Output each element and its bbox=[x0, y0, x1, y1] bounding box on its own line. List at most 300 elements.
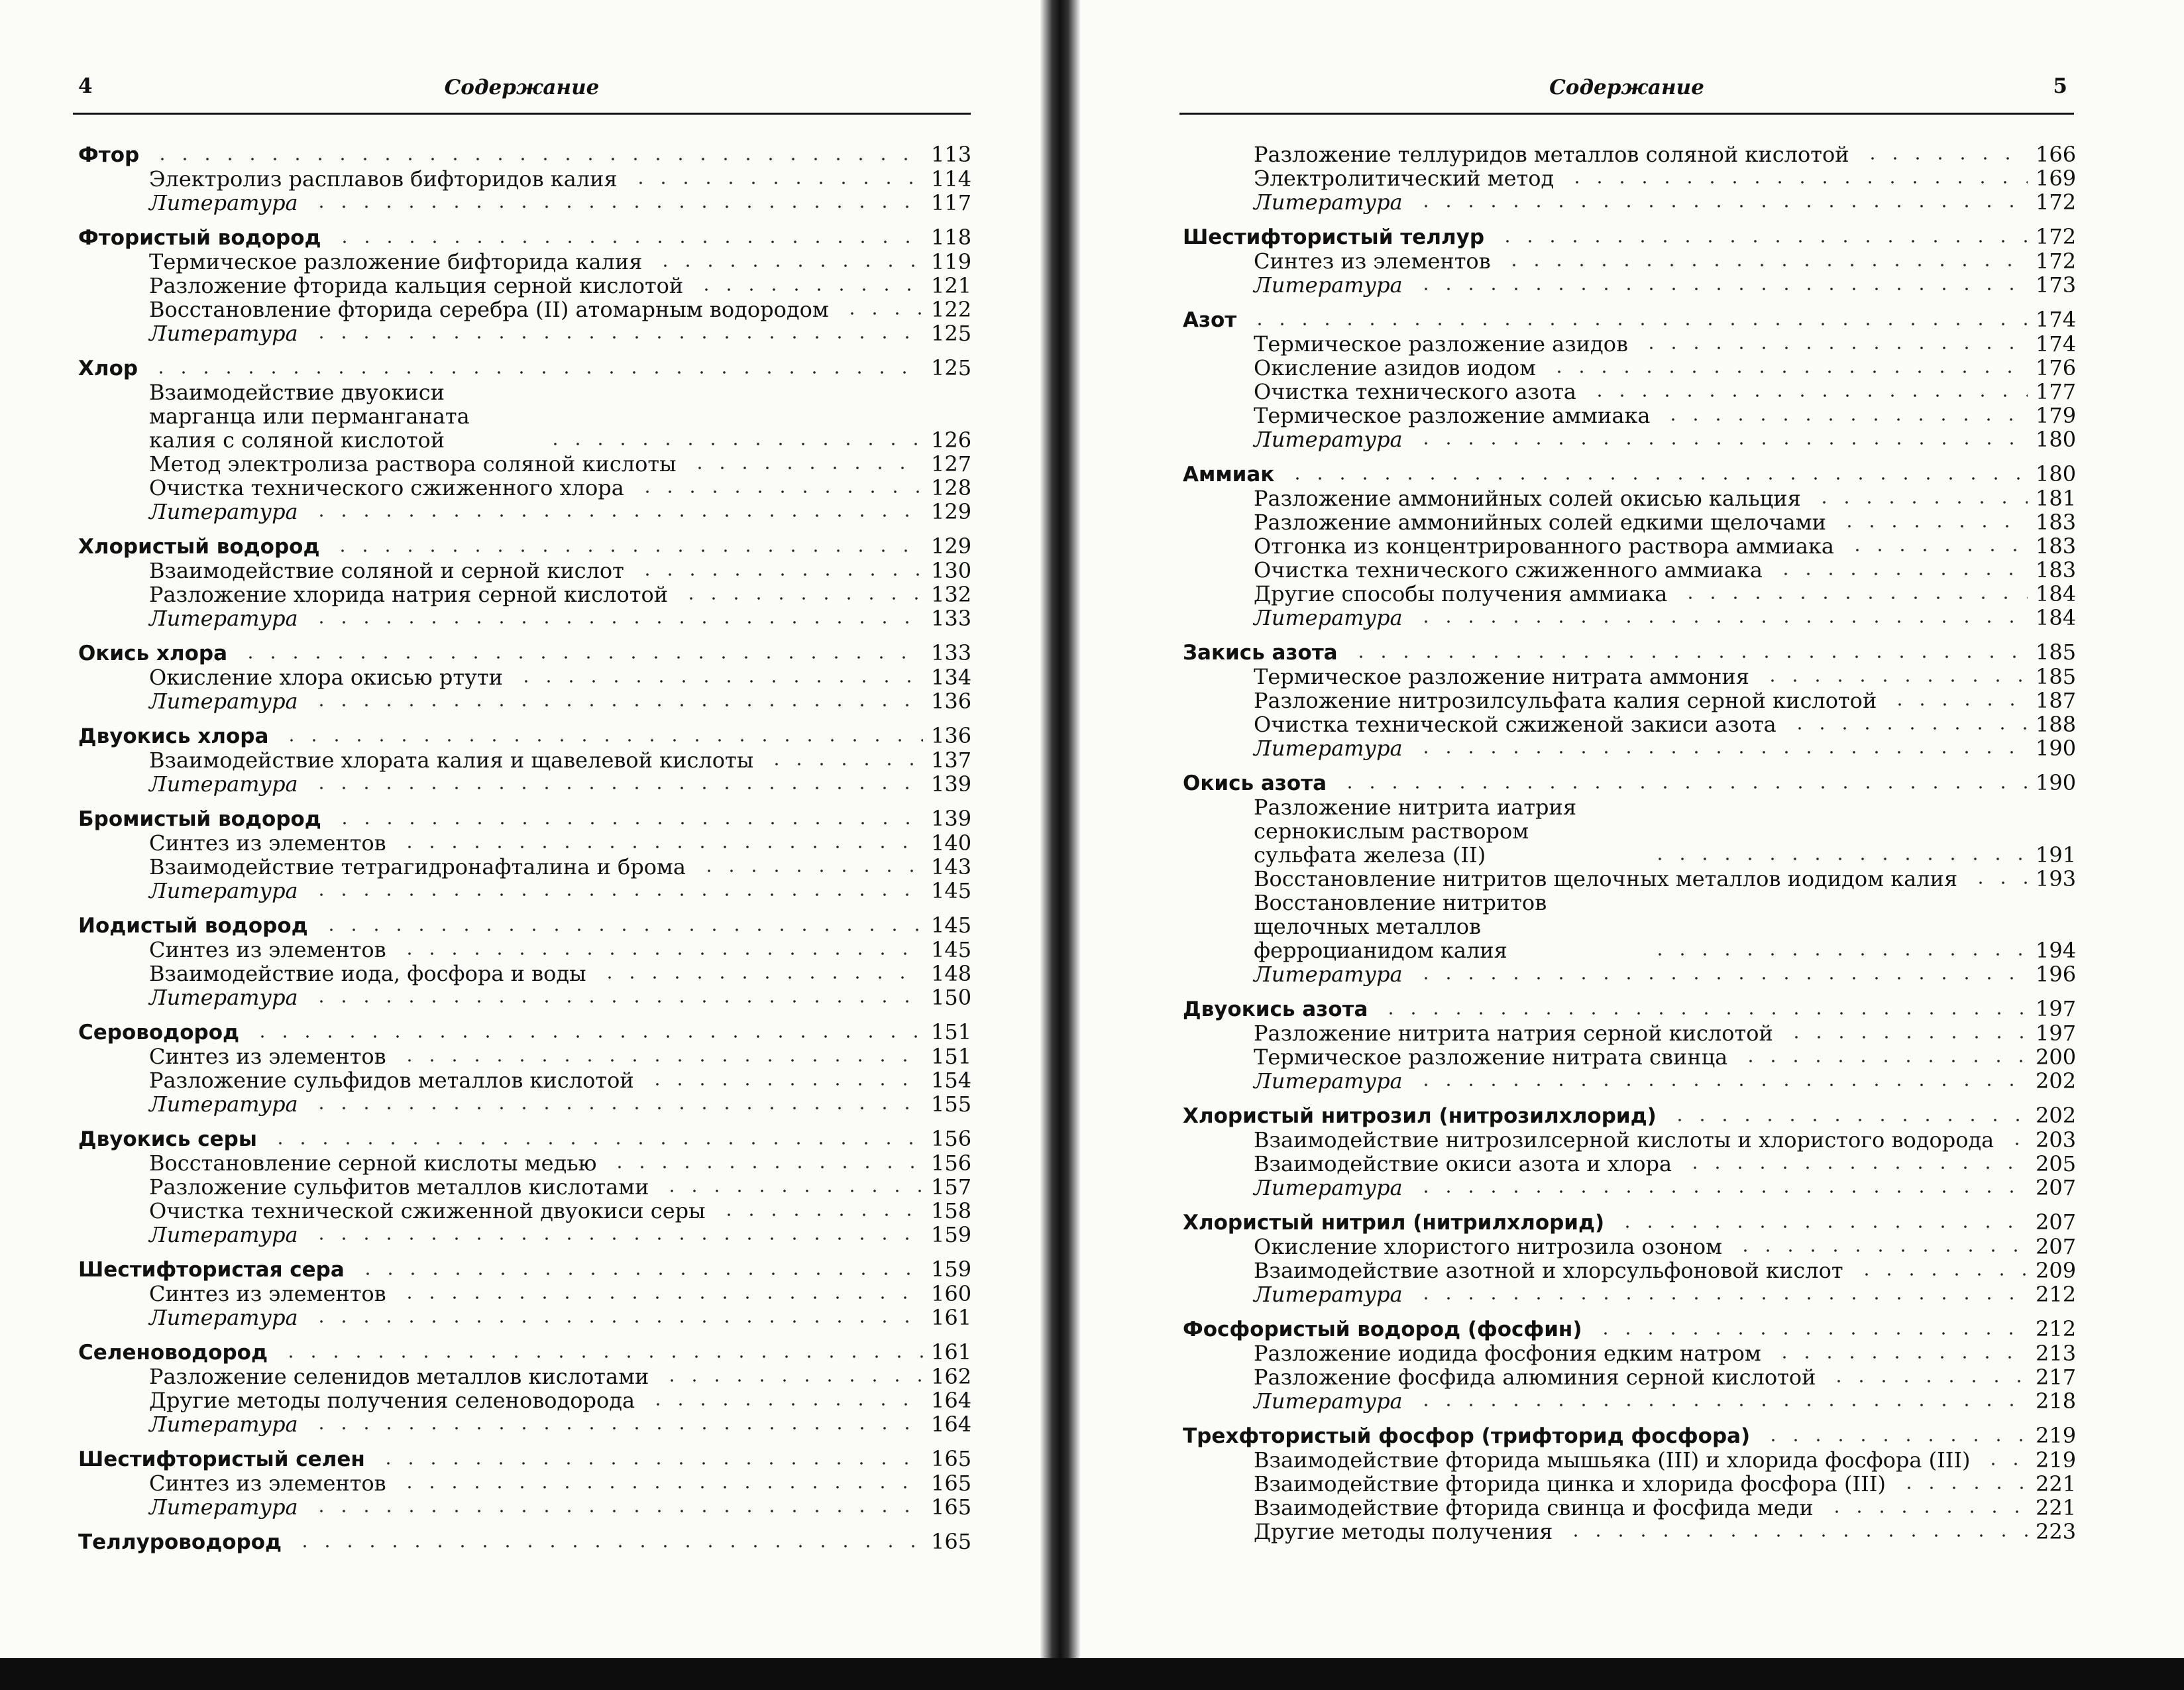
toc-section-heading-title: Селеноводород bbox=[78, 1341, 268, 1365]
dot-leader bbox=[1781, 1035, 2028, 1039]
dot-leader bbox=[1282, 477, 2028, 480]
toc-entry-title: Разложение селенидов металлов кислотами bbox=[149, 1364, 649, 1389]
toc-entry bbox=[78, 273, 972, 298]
toc-entry-page: 137 bbox=[931, 748, 972, 773]
toc-entry-title: Термическое разложение нитрата аммония bbox=[1254, 664, 1749, 689]
toc-literature-entry bbox=[78, 606, 972, 631]
dot-leader bbox=[657, 1379, 923, 1382]
toc-literature-entry-page: 164 bbox=[931, 1412, 972, 1437]
dot-leader bbox=[540, 442, 923, 446]
toc-literature-entry-title: Литература bbox=[1254, 427, 1403, 452]
toc-entry-page: 181 bbox=[2036, 486, 2077, 511]
toc-entry bbox=[1183, 379, 2077, 404]
dot-leader bbox=[1757, 679, 2028, 683]
toc-section bbox=[78, 806, 972, 903]
toc-entry-page: 134 bbox=[931, 665, 972, 690]
dot-leader bbox=[276, 738, 923, 742]
toc-entry bbox=[1183, 1044, 2077, 1070]
toc-literature-entry bbox=[1183, 605, 2077, 630]
toc-section-heading bbox=[1183, 996, 2077, 1021]
toc-entry-title: Взаимодействие азотной и хлорсульфоновой кислот bbox=[1254, 1258, 1843, 1283]
toc-entry-title: Разложение сульфидов металлов кислотой bbox=[149, 1068, 634, 1093]
dot-leader bbox=[373, 1461, 923, 1465]
dot-leader bbox=[1834, 524, 2028, 528]
toc-literature-entry-page: 159 bbox=[931, 1222, 972, 1247]
toc-literature-entry bbox=[78, 1494, 972, 1520]
toc-section-heading bbox=[78, 355, 972, 380]
dot-leader bbox=[1894, 1486, 2028, 1490]
toc-literature-entry bbox=[1183, 190, 2077, 215]
toc-entry-page: 157 bbox=[931, 1174, 972, 1200]
toc-section-heading-title: Хлористый водород bbox=[78, 535, 320, 559]
dot-leader bbox=[1411, 1083, 2028, 1087]
toc-literature-entry-page: 133 bbox=[931, 606, 972, 631]
toc-section-heading-page: 156 bbox=[931, 1126, 972, 1151]
left-page bbox=[0, 0, 1034, 1690]
toc-section-heading-page: 219 bbox=[2036, 1423, 2077, 1448]
toc-entry bbox=[78, 937, 972, 962]
toc-section-heading-title: Азот bbox=[1183, 308, 1237, 332]
toc-literature-entry-page: 155 bbox=[931, 1092, 972, 1117]
toc-entry bbox=[1183, 866, 2077, 891]
toc-entry bbox=[1183, 1234, 2077, 1259]
toc-entry-page: 160 bbox=[931, 1281, 972, 1306]
toc-section-heading-page: 113 bbox=[931, 142, 972, 167]
toc-entry bbox=[1183, 1495, 2077, 1520]
toc-entry-page: 183 bbox=[2036, 510, 2077, 535]
toc-entry-page: 145 bbox=[931, 937, 972, 962]
toc-section-heading-page: 190 bbox=[2036, 770, 2077, 795]
dot-leader bbox=[1978, 1462, 2028, 1466]
toc-literature-entry-title: Литература bbox=[149, 1092, 298, 1117]
toc-section-heading-page: 125 bbox=[931, 355, 972, 380]
dot-leader bbox=[1411, 1403, 2028, 1407]
toc-section-heading-page: 197 bbox=[2036, 996, 2077, 1021]
page-number: 4 bbox=[78, 74, 93, 98]
toc-section-heading-page: 207 bbox=[2036, 1210, 2077, 1235]
scan-edge-band bbox=[0, 1658, 2184, 1690]
toc-section bbox=[78, 225, 972, 346]
dot-leader bbox=[1411, 1190, 2028, 1194]
dot-leader bbox=[1584, 394, 2028, 398]
dot-leader bbox=[394, 1058, 923, 1062]
dot-leader bbox=[676, 596, 923, 600]
toc-entry-title: Метод электролиза раствора соляной кислоты bbox=[149, 451, 677, 477]
toc-entry-title: Взаимодействие двуокиси марганца или перманганата калия с соляной кислотой bbox=[149, 380, 470, 453]
dot-leader bbox=[1658, 418, 2028, 422]
dot-leader bbox=[657, 1189, 923, 1193]
dot-leader bbox=[1411, 287, 2028, 291]
dot-leader bbox=[235, 655, 923, 659]
toc-entry-title: Очистка технического сжиженного аммиака bbox=[1254, 557, 1763, 583]
toc-literature-entry bbox=[78, 1222, 972, 1247]
toc-entry bbox=[1183, 1127, 2077, 1153]
toc-section-heading bbox=[78, 1019, 972, 1044]
book-spine bbox=[1040, 0, 1080, 1690]
toc-section bbox=[78, 1019, 972, 1117]
toc-entry bbox=[78, 1471, 972, 1496]
toc-literature-entry bbox=[78, 1092, 972, 1117]
toc-entry bbox=[1183, 1021, 2077, 1046]
dot-leader bbox=[316, 928, 923, 932]
toc-entry bbox=[1183, 1519, 2077, 1544]
page-header bbox=[1179, 66, 2074, 115]
toc-entry-page: 130 bbox=[931, 558, 972, 583]
toc-entry bbox=[78, 1388, 972, 1413]
toc-entry-page: 140 bbox=[931, 830, 972, 856]
toc-section-heading bbox=[1183, 640, 2077, 665]
toc-section bbox=[1183, 461, 2077, 630]
toc-entry-title: Разложение фосфида алюминия серной кислотой bbox=[1254, 1365, 1816, 1390]
toc-entry bbox=[1183, 890, 2077, 963]
toc-section-heading-page: 165 bbox=[931, 1529, 972, 1554]
toc-section-heading-title: Шестифтористый селен bbox=[78, 1447, 365, 1471]
toc-section-heading-page: 165 bbox=[931, 1446, 972, 1471]
toc-entry bbox=[78, 166, 972, 192]
toc-section-heading-page: 136 bbox=[931, 723, 972, 748]
toc-section bbox=[1183, 142, 2077, 215]
dot-leader bbox=[306, 703, 923, 707]
toc-entry bbox=[1183, 688, 2077, 713]
dot-leader bbox=[1824, 1379, 2028, 1383]
toc-section-heading-page: 133 bbox=[931, 640, 972, 665]
dot-leader bbox=[306, 999, 923, 1003]
toc-section bbox=[78, 534, 972, 631]
toc-section-heading bbox=[78, 640, 972, 665]
toc-entry bbox=[78, 558, 972, 583]
toc-entry-title: Взаимодействие фторида цинка и хлорида фосфора (III) bbox=[1254, 1471, 1886, 1496]
toc-section bbox=[1183, 1210, 2077, 1307]
toc-section-heading-title: Шестифтористый теллур bbox=[1183, 225, 1485, 249]
toc-literature-entry bbox=[1183, 1068, 2077, 1094]
toc-entry-page: 172 bbox=[2036, 249, 2077, 274]
toc-entry bbox=[1183, 581, 2077, 606]
dot-leader bbox=[1492, 239, 2028, 243]
toc-literature-entry-title: Литература bbox=[149, 689, 298, 714]
toc-section bbox=[1183, 640, 2077, 761]
toc-section-heading bbox=[78, 1257, 972, 1282]
toc-entry-page: 143 bbox=[931, 854, 972, 879]
toc-entry-title: Восстановление нитритов щелочных металлов ферроцианидом калия bbox=[1254, 890, 1547, 963]
toc-section-heading-title: Фосфористый водород (фосфин) bbox=[1183, 1318, 1582, 1341]
toc-entry-title: Очистка технической сжиженой закиси азота bbox=[1254, 712, 1776, 737]
dot-leader bbox=[327, 549, 923, 553]
toc-section-heading-title: Двуокись серы bbox=[78, 1127, 257, 1151]
toc-literature-entry-page: 202 bbox=[2036, 1068, 2077, 1094]
toc-section-heading-page: 185 bbox=[2036, 640, 2077, 665]
toc-entry bbox=[78, 665, 972, 690]
toc-literature-entry bbox=[78, 985, 972, 1010]
dot-leader bbox=[2002, 1142, 2028, 1146]
toc-entry bbox=[78, 1151, 972, 1176]
toc-entry-page: 200 bbox=[2036, 1044, 2077, 1070]
toc-entry-title: Разложение аммонийных солей едкими щелочами bbox=[1254, 510, 1826, 535]
dot-leader bbox=[1851, 1272, 2028, 1276]
toc-section-heading-title: Хлористый нитрозил (нитрозилхлорид) bbox=[1183, 1104, 1657, 1128]
toc-entry-title: Термическое разложение аммиака bbox=[1254, 403, 1651, 428]
toc-entry-title: Синтез из элементов bbox=[149, 937, 386, 962]
toc-entry-title: Окисление хлора окисью ртути bbox=[149, 665, 503, 690]
dot-leader bbox=[1499, 263, 2028, 267]
toc-entry bbox=[1183, 331, 2077, 357]
toc-section-heading-title: Двуокись хлора bbox=[78, 724, 269, 748]
dot-leader bbox=[1411, 620, 2028, 624]
dot-leader bbox=[306, 335, 923, 339]
toc-section-heading-page: 174 bbox=[2036, 307, 2077, 332]
toc-entry-title: Разложение сульфитов металлов кислотами bbox=[149, 1174, 649, 1200]
toc-section-heading-page: 159 bbox=[931, 1257, 972, 1282]
toc-literature-entry bbox=[1183, 272, 2077, 298]
toc-literature-entry-title: Литература bbox=[149, 1412, 298, 1437]
dot-leader bbox=[306, 1106, 923, 1110]
toc-entry-page: 184 bbox=[2036, 581, 2077, 606]
toc-literature-entry-title: Литература bbox=[1254, 962, 1403, 987]
toc-entry-page: 219 bbox=[2036, 1447, 2077, 1473]
toc-entry bbox=[1183, 166, 2077, 191]
toc-literature-entry-page: 129 bbox=[931, 499, 972, 524]
toc-literature-entry bbox=[1183, 736, 2077, 761]
toc-entry bbox=[78, 1174, 972, 1200]
dot-leader bbox=[511, 679, 923, 683]
toc-entry-title: Синтез из элементов bbox=[149, 1044, 386, 1069]
toc-literature-entry-page: 196 bbox=[2036, 962, 2077, 987]
dot-leader bbox=[1376, 1011, 2028, 1015]
toc-section-heading-title: Аммиак bbox=[1183, 463, 1275, 486]
toc-literature-entry-page: 172 bbox=[2036, 190, 2077, 215]
toc-entry-title: Разложение теллуридов металлов соляной кислотой bbox=[1254, 142, 1849, 167]
toc-section-heading-page: 139 bbox=[931, 806, 972, 831]
toc-entry bbox=[78, 1198, 972, 1223]
toc-entry-title: Электролитический метод bbox=[1254, 166, 1555, 191]
toc-entry-page: 193 bbox=[2036, 866, 2077, 891]
toc-literature-entry-title: Литература bbox=[1254, 190, 1403, 215]
toc-entry-title: Взаимодействие окиси азота и хлора bbox=[1254, 1151, 1672, 1176]
toc-entry bbox=[78, 451, 972, 477]
toc-section bbox=[78, 355, 972, 524]
toc-entry-page: 205 bbox=[2036, 1151, 2077, 1176]
toc-section-heading-page: 151 bbox=[931, 1019, 972, 1044]
toc-section-heading bbox=[78, 142, 972, 167]
toc-section bbox=[78, 1257, 972, 1330]
toc-entry-page: 169 bbox=[2036, 166, 2077, 191]
toc-entry-page: 221 bbox=[2036, 1471, 2077, 1496]
toc-entry-title: Отгонка из концентрированного раствора аммиака bbox=[1254, 534, 1834, 559]
toc-entry-title: Восстановление фторида серебра (II) атомарным водородом bbox=[149, 297, 829, 322]
toc-section bbox=[1183, 996, 2077, 1094]
toc-literature-entry-page: 136 bbox=[931, 689, 972, 714]
toc-section-heading bbox=[78, 1446, 972, 1471]
dot-leader bbox=[604, 1165, 923, 1169]
dot-leader bbox=[1809, 500, 2028, 504]
toc-literature-entry-title: Литература bbox=[1254, 736, 1403, 761]
toc-entry-page: 128 bbox=[931, 475, 972, 500]
toc-section bbox=[78, 1126, 972, 1247]
toc-literature-entry-page: 190 bbox=[2036, 736, 2077, 761]
toc-entry-title: Взаимодействие соляной и серной кислот bbox=[149, 558, 624, 583]
dot-leader bbox=[394, 1485, 923, 1489]
toc-literature-entry bbox=[78, 190, 972, 215]
toc-entry bbox=[1183, 1151, 2077, 1176]
toc-entry-title: Очистка технической сжиженной двуокиси серы bbox=[149, 1198, 706, 1223]
toc-entry-title: Синтез из элементов bbox=[149, 1471, 386, 1496]
toc-literature-entry-title: Литература bbox=[149, 1494, 298, 1520]
dot-leader bbox=[1411, 204, 2028, 208]
toc-entry-title: Взаимодействие нитрозилсерной кислоты и хлористого водорода bbox=[1254, 1127, 1994, 1153]
dot-leader bbox=[306, 893, 923, 897]
dot-leader bbox=[714, 1213, 923, 1217]
dot-leader bbox=[306, 205, 923, 209]
toc-entry-title: Взаимодействие хлората калия и щавелевой кислоты bbox=[149, 748, 754, 773]
toc-entry-page: 151 bbox=[931, 1044, 972, 1069]
toc-entry-title: Окисление хлористого нитрозила озоном bbox=[1254, 1234, 1722, 1259]
dot-leader bbox=[247, 1035, 923, 1039]
dot-leader bbox=[837, 311, 923, 315]
dot-leader bbox=[394, 1296, 923, 1300]
toc-entry bbox=[1183, 1341, 2077, 1366]
toc-section bbox=[1183, 1103, 2077, 1200]
dot-leader bbox=[146, 370, 923, 374]
toc-entry bbox=[1183, 1258, 2077, 1283]
toc-entry-title: Разложение нитрозилсульфата калия серной кислотой bbox=[1254, 688, 1877, 713]
toc-entry bbox=[1183, 795, 2077, 868]
toc-entry-page: 154 bbox=[931, 1068, 972, 1093]
toc-section-heading-title: Фтористый водород bbox=[78, 226, 321, 250]
toc-section-heading bbox=[78, 225, 972, 250]
toc-literature-entry-title: Литература bbox=[1254, 272, 1403, 298]
dot-leader bbox=[694, 869, 923, 873]
toc-entry bbox=[1183, 1471, 2077, 1496]
toc-section-heading-title: Закись азота bbox=[1183, 641, 1338, 665]
dot-leader bbox=[761, 762, 923, 766]
dot-leader bbox=[1562, 180, 2028, 184]
dot-leader bbox=[632, 490, 923, 494]
page-number: 5 bbox=[2053, 74, 2067, 98]
table-of-contents bbox=[1183, 142, 2077, 1554]
toc-section bbox=[78, 142, 972, 215]
toc-section-heading-title: Хлор bbox=[78, 357, 138, 380]
toc-section-heading bbox=[1183, 307, 2077, 332]
toc-entry bbox=[78, 475, 972, 500]
toc-entry-page: 156 bbox=[931, 1151, 972, 1176]
toc-literature-entry-title: Литература bbox=[149, 606, 298, 631]
dot-leader bbox=[1784, 726, 2028, 730]
toc-entry-title: Синтез из элементов bbox=[149, 830, 386, 856]
dot-leader bbox=[1857, 156, 2028, 160]
toc-entry-title: Взаимодействие тетрагидронафталина и брома bbox=[149, 854, 686, 879]
dot-leader bbox=[1771, 572, 2028, 576]
toc-entry bbox=[1183, 355, 2077, 380]
toc-section-heading bbox=[1183, 461, 2077, 486]
dot-leader bbox=[1346, 655, 2028, 659]
dot-leader bbox=[650, 264, 923, 268]
toc-literature-entry-title: Литература bbox=[149, 321, 298, 346]
dot-leader bbox=[1735, 1059, 2028, 1063]
toc-literature-entry-title: Литература bbox=[1254, 1388, 1403, 1414]
dot-leader bbox=[306, 786, 923, 790]
dot-leader bbox=[1965, 881, 2028, 885]
dot-leader bbox=[1822, 1510, 2028, 1514]
dot-leader bbox=[594, 976, 923, 980]
dot-leader bbox=[306, 1509, 923, 1513]
toc-entry-page: 164 bbox=[931, 1388, 972, 1413]
toc-literature-entry bbox=[78, 771, 972, 797]
toc-section-heading bbox=[78, 806, 972, 831]
toc-entry-title: Синтез из элементов bbox=[149, 1281, 386, 1306]
toc-section bbox=[78, 1529, 972, 1554]
toc-literature-entry-page: 212 bbox=[2036, 1282, 2077, 1307]
toc-literature-entry-title: Литература bbox=[149, 1222, 298, 1247]
toc-section-heading-title: Сероводород bbox=[78, 1021, 240, 1044]
toc-entry-page: 174 bbox=[2036, 331, 2077, 357]
toc-section-heading bbox=[78, 1126, 972, 1151]
dot-leader bbox=[1645, 952, 2028, 956]
toc-entry bbox=[1183, 403, 2077, 428]
toc-literature-entry bbox=[1183, 1388, 2077, 1414]
toc-entry-title: Очистка технического сжиженного хлора bbox=[149, 475, 624, 500]
dot-leader bbox=[1675, 596, 2028, 600]
dot-leader bbox=[1411, 750, 2028, 754]
toc-entry-title: Разложение аммонийных солей окисью кальция bbox=[1254, 486, 1801, 511]
toc-section bbox=[78, 913, 972, 1010]
toc-literature-entry-title: Литература bbox=[1254, 1068, 1403, 1094]
dot-leader bbox=[1645, 857, 2028, 861]
toc-entry bbox=[78, 748, 972, 773]
dot-leader bbox=[1335, 785, 2028, 789]
dot-leader bbox=[306, 1237, 923, 1241]
toc-section-heading-page: 129 bbox=[931, 534, 972, 559]
toc-section-heading-title: Бромистый водород bbox=[78, 807, 321, 831]
table-of-contents bbox=[78, 142, 972, 1565]
toc-entry-page: 221 bbox=[2036, 1495, 2077, 1520]
toc-section-heading bbox=[1183, 1210, 2077, 1235]
toc-section-heading bbox=[78, 723, 972, 748]
toc-entry-title: Очистка технического азота bbox=[1254, 379, 1576, 404]
toc-literature-entry-page: 165 bbox=[931, 1494, 972, 1520]
toc-literature-entry bbox=[78, 878, 972, 903]
dot-leader bbox=[1612, 1225, 2028, 1229]
toc-entry-title: Восстановление нитритов щелочных металлов иодидом калия bbox=[1254, 866, 1958, 891]
toc-entry bbox=[1183, 1447, 2077, 1473]
toc-entry-page: 194 bbox=[2036, 938, 2077, 963]
toc-section-heading bbox=[78, 1339, 972, 1365]
dot-leader bbox=[353, 1272, 923, 1276]
dot-leader bbox=[394, 952, 923, 956]
toc-literature-entry-page: 150 bbox=[931, 985, 972, 1010]
toc-section-heading bbox=[78, 913, 972, 938]
toc-entry bbox=[1183, 486, 2077, 511]
toc-entry-title: Другие методы получения селеноводорода bbox=[149, 1388, 635, 1413]
toc-entry-page: 213 bbox=[2036, 1341, 2077, 1366]
dot-leader bbox=[265, 1141, 923, 1145]
toc-section-heading-title: Трехфтористый фосфор (трифторид фосфора) bbox=[1183, 1424, 1751, 1448]
toc-entry-page: 188 bbox=[2036, 712, 2077, 737]
toc-section-heading-page: 161 bbox=[931, 1339, 972, 1365]
dot-leader bbox=[1244, 322, 2028, 326]
dot-leader bbox=[1769, 1355, 2028, 1359]
dot-leader bbox=[1758, 1438, 2028, 1442]
toc-entry-title: Разложение иодида фосфония едким натром bbox=[1254, 1341, 1761, 1366]
toc-entry-page: 166 bbox=[2036, 142, 2077, 167]
toc-entry-page: 223 bbox=[2036, 1519, 2077, 1544]
dot-leader bbox=[1842, 548, 2028, 552]
toc-entry-page: 162 bbox=[931, 1364, 972, 1389]
dot-leader bbox=[1411, 976, 2028, 980]
dot-leader bbox=[306, 514, 923, 518]
toc-entry-page: 122 bbox=[931, 297, 972, 322]
toc-entry-page: 158 bbox=[931, 1198, 972, 1223]
toc-literature-entry-page: 180 bbox=[2036, 427, 2077, 452]
toc-entry bbox=[78, 854, 972, 879]
